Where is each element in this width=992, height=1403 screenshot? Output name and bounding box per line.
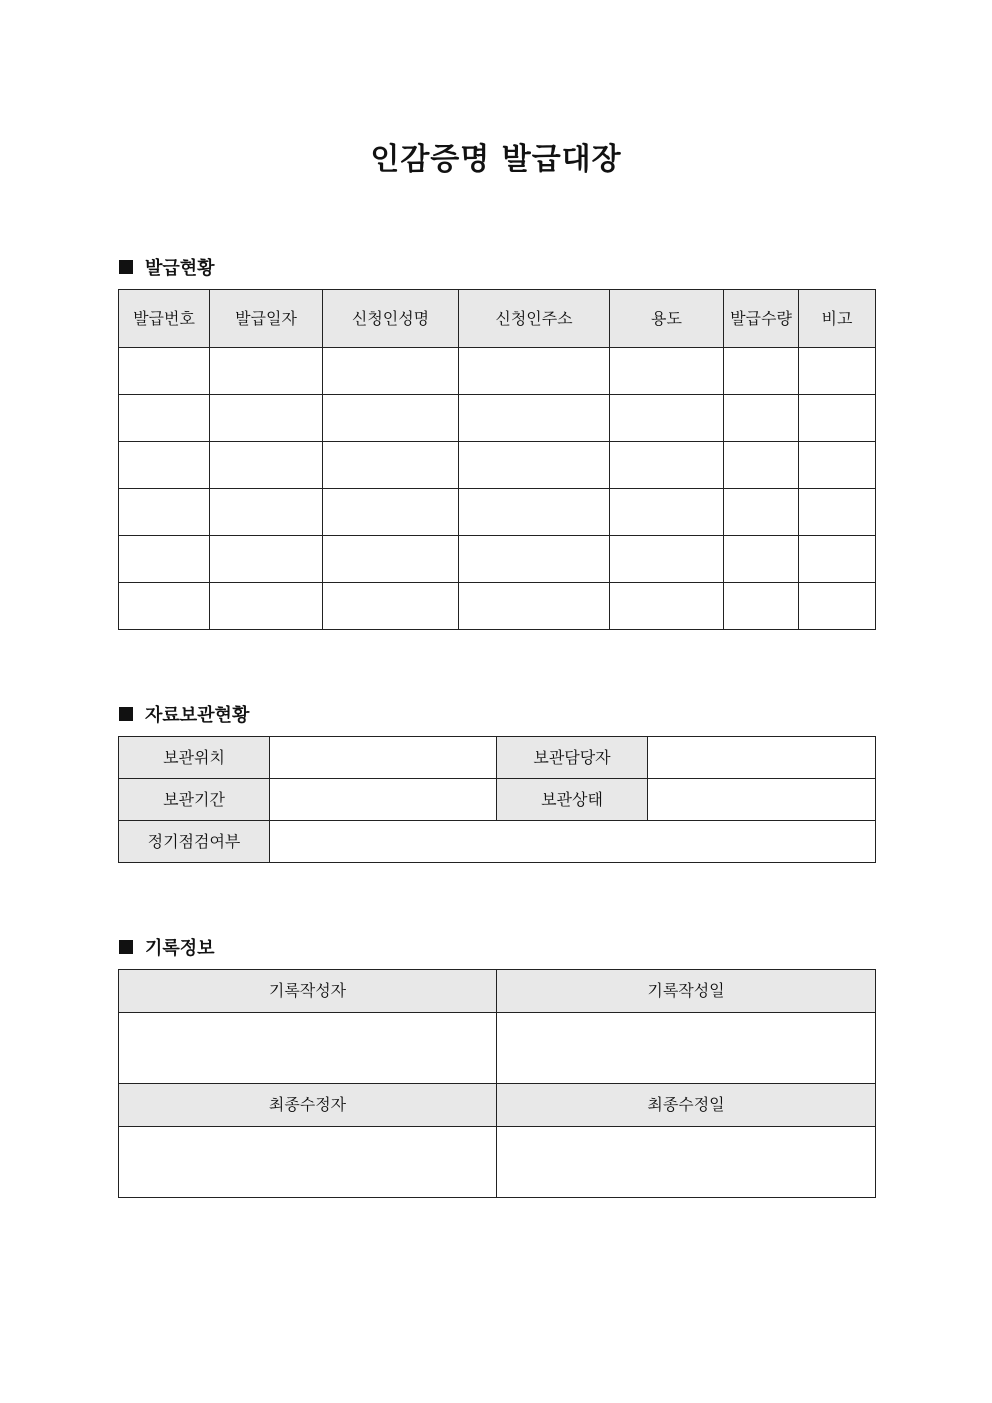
storage-status-field[interactable]	[648, 779, 876, 821]
table-cell[interactable]	[459, 536, 610, 583]
table-cell[interactable]	[724, 348, 799, 395]
column-header-issue-date: 발급일자	[210, 290, 323, 348]
table-cell[interactable]	[610, 348, 724, 395]
table-cell[interactable]	[799, 395, 876, 442]
table-cell[interactable]	[210, 348, 323, 395]
table-row	[119, 395, 876, 442]
table-row	[119, 779, 876, 821]
table-cell[interactable]	[210, 489, 323, 536]
table-row	[119, 348, 876, 395]
table-cell[interactable]	[210, 395, 323, 442]
table-cell[interactable]	[724, 583, 799, 630]
square-bullet-icon	[119, 260, 133, 274]
column-header-applicant-name: 신청인성명	[323, 290, 459, 348]
table-cell[interactable]	[459, 442, 610, 489]
table-cell[interactable]	[119, 348, 210, 395]
storage-manager-field[interactable]	[648, 737, 876, 779]
storage-manager-label: 보관담당자	[497, 737, 648, 779]
table-cell[interactable]	[323, 348, 459, 395]
table-cell[interactable]	[119, 395, 210, 442]
table-cell[interactable]	[724, 536, 799, 583]
section-heading-record	[119, 934, 215, 960]
table-row	[119, 583, 876, 630]
section-heading-record-label: 기록정보	[145, 938, 215, 959]
table-cell[interactable]	[210, 442, 323, 489]
section-heading-issuance-label: 발급현황	[145, 258, 215, 279]
table-cell[interactable]	[724, 395, 799, 442]
storage-period-label: 보관기간	[119, 779, 270, 821]
table-cell[interactable]	[799, 583, 876, 630]
table-cell[interactable]	[610, 395, 724, 442]
table-cell[interactable]	[799, 489, 876, 536]
column-header-issue-number: 발급번호	[119, 290, 210, 348]
table-cell[interactable]	[119, 489, 210, 536]
table-cell[interactable]	[724, 489, 799, 536]
table-cell[interactable]	[610, 583, 724, 630]
table-row	[119, 442, 876, 489]
table-cell[interactable]	[323, 442, 459, 489]
table-row	[119, 821, 876, 863]
storage-location-field[interactable]	[270, 737, 497, 779]
table-cell[interactable]	[323, 489, 459, 536]
table-cell[interactable]	[724, 442, 799, 489]
storage-location-label: 보관위치	[119, 737, 270, 779]
table-row	[119, 1127, 876, 1198]
table-row	[119, 536, 876, 583]
record-author-field[interactable]	[119, 1013, 497, 1084]
record-author-label: 기록작성자	[119, 970, 497, 1013]
square-bullet-icon	[119, 940, 133, 954]
last-edit-date-field[interactable]	[497, 1127, 876, 1198]
table-cell[interactable]	[119, 536, 210, 583]
table-cell[interactable]	[799, 536, 876, 583]
table-row	[119, 970, 876, 1013]
section-heading-issuance	[119, 254, 215, 280]
issuance-table	[118, 289, 876, 630]
table-cell[interactable]	[610, 489, 724, 536]
square-bullet-icon	[119, 707, 133, 721]
section-heading-storage-label: 자료보관현황	[145, 705, 250, 726]
last-edit-date-label: 최종수정일	[497, 1084, 876, 1127]
table-row	[119, 737, 876, 779]
table-row	[119, 489, 876, 536]
inspection-label: 정기점검여부	[119, 821, 270, 863]
column-header-purpose: 용도	[610, 290, 724, 348]
table-cell[interactable]	[799, 348, 876, 395]
record-date-label: 기록작성일	[497, 970, 876, 1013]
table-row	[119, 1084, 876, 1127]
table-cell[interactable]	[210, 583, 323, 630]
table-cell[interactable]	[119, 583, 210, 630]
storage-status-label: 보관상태	[497, 779, 648, 821]
last-editor-label: 최종수정자	[119, 1084, 497, 1127]
table-cell[interactable]	[459, 489, 610, 536]
table-row	[119, 1013, 876, 1084]
table-cell[interactable]	[323, 395, 459, 442]
table-cell[interactable]	[323, 583, 459, 630]
section-heading-storage	[119, 701, 249, 727]
storage-table	[118, 736, 876, 863]
last-editor-field[interactable]	[119, 1127, 497, 1198]
table-header-row	[119, 290, 876, 348]
storage-period-field[interactable]	[270, 779, 497, 821]
table-cell[interactable]	[459, 395, 610, 442]
document-title: 인감증명 발급대장	[370, 142, 622, 177]
column-header-quantity: 발급수량	[724, 290, 799, 348]
table-cell[interactable]	[459, 348, 610, 395]
table-cell[interactable]	[610, 442, 724, 489]
column-header-remarks: 비고	[799, 290, 876, 348]
table-cell[interactable]	[323, 536, 459, 583]
table-cell[interactable]	[119, 442, 210, 489]
record-table	[118, 969, 876, 1198]
table-cell[interactable]	[210, 536, 323, 583]
record-date-field[interactable]	[497, 1013, 876, 1084]
table-cell[interactable]	[610, 536, 724, 583]
column-header-applicant-address: 신청인주소	[459, 290, 610, 348]
inspection-field[interactable]	[270, 821, 876, 863]
table-cell[interactable]	[799, 442, 876, 489]
table-cell[interactable]	[459, 583, 610, 630]
